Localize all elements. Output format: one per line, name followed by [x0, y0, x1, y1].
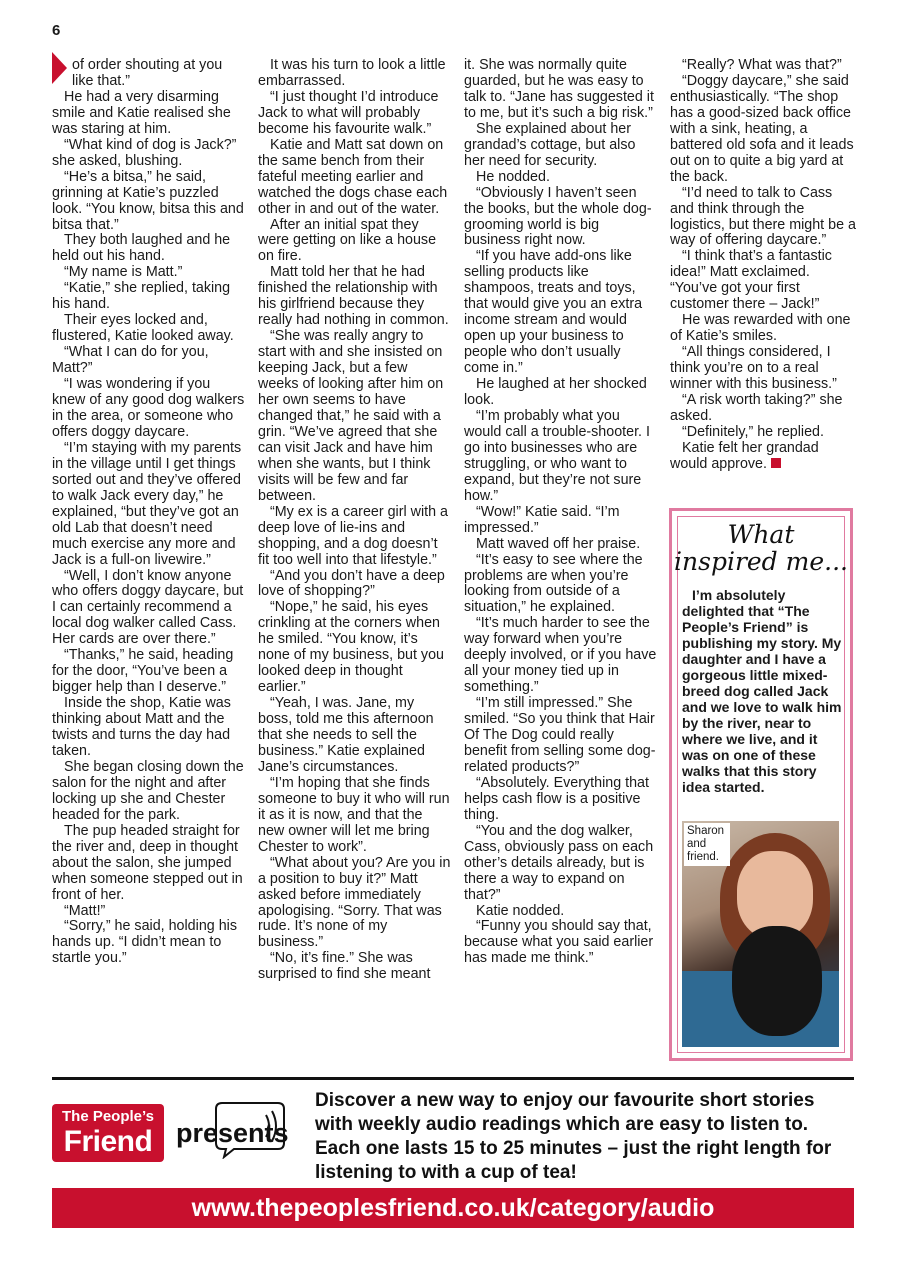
what-inspired-me-box [669, 508, 853, 1061]
box-title-line-1: What [727, 520, 795, 549]
footer-divider [52, 1077, 854, 1080]
paragraph: “He’s a bitsa,” he said, grinning at Katie’s puzzled look. “You know, bitsa this and bitsa that.” [52, 168, 244, 233]
paragraph: “Sorry,” he said, holding his hands up. “I didn’t mean to startle you.” [52, 918, 237, 967]
paragraph: “My name is Matt.” [64, 264, 183, 281]
paragraph: “It’s much harder to see the way forward when you’re deeply involved, or if you have all your money tied up in something.” [464, 615, 657, 696]
paragraph: He was rewarded with one of Katie’s smiles. [670, 312, 851, 345]
paragraph: He laughed at her shocked look. [464, 376, 647, 409]
photo-caption: Sharon and friend. [684, 823, 730, 866]
paragraph: They both laughed and he held out his hand. [52, 232, 231, 265]
paragraph: After an initial spat they were getting on like a house on fire. [258, 216, 437, 265]
paragraph: “All things considered, I think you’re on to a real winner with this business.” [670, 344, 837, 393]
end-of-story-icon [771, 458, 781, 468]
paragraph-last [670, 441, 858, 473]
paragraph: “It’s easy to see where the problems are when you’re looking from outside of a situation,” he explained. [464, 551, 643, 616]
paragraph: “You and the dog walker, Cass, obviously pass on each other’s details already, but is there a way to expand on that?” [464, 822, 654, 903]
box-title [672, 521, 850, 575]
paragraph: It was his turn to look a little embarrassed. [258, 57, 446, 89]
paragraph: “I’m probably what you would call a trouble-shooter. I go into businesses who are struggling, or who want to expand, but they’re not sure how.” [464, 407, 650, 504]
photo-dog [732, 926, 822, 1036]
story-column-4 [670, 58, 858, 473]
paragraph: “I’d need to talk to Cass and think through the logistics, but there might be a way of offering daycare.” [670, 184, 856, 249]
paragraph: “Really? What was that?” [682, 57, 842, 73]
paragraph: “A risk worth taking?” she asked. [670, 392, 843, 424]
audio-promo-text: Discover a new way to enjoy our favourite short stories with weekly audio readings which are easy to listen to. Each one lasts 15 to 25 minutes – just the right length for listening to with a cup of tea! [315, 1090, 832, 1183]
paragraph: “If you have add-ons like selling products like shampoos, treats and toys, that would give you an extra income stream and would open up your business to people who don’t usually come in.” [464, 248, 643, 377]
paragraph: “Obviously I haven’t seen the books, but the whole dog-grooming world is big business right now. [464, 184, 652, 249]
paragraph: “I just thought I’d introduce Jack to what will probably become his favourite walk.” [258, 88, 439, 137]
paragraph: “I’m staying with my parents in the village until I get things sorted out and they’ve offered to walk Jack every day,” he explained, “but they’ve got an old Lab that doesn’t need much exercise any more and Jack is a full-on livewire.” [52, 439, 242, 568]
paragraph: “Funny you should say that, because what you said earlier has made me think.” [464, 918, 654, 967]
paragraph: “I was wondering if you knew of any good dog walkers in the area, or someone who offers doggy daycare. [52, 376, 245, 440]
paragraph: “Yeah, I was. Jane, my boss, told me this afternoon that she needs to sell the business.” Katie explained Jane’s circumstances. [258, 695, 434, 775]
paragraph: The pup headed straight for the river and, deep in thought about the salon, she jumped when someone stepped out in front of her. [52, 822, 243, 903]
paragraph: Katie and Matt sat down on the same bench from their fateful meeting earlier and watched the dogs chase each other in and out of the water. [258, 136, 448, 217]
paragraph: it. She was normally quite guarded, but he was easy to talk to. “Jane has suggested it to me, but it’s such a big risk.” [464, 57, 654, 121]
paragraph: “Doggy daycare,” she said enthusiastically. “The shop has a good-sized back office with a sink, heating, a battered old sofa and it leads out on to quite a big yard at the back. [670, 72, 854, 185]
paragraph: “What kind of dog is Jack?” she asked, blushing. [52, 136, 237, 169]
paragraph: “Wow!” Katie said. “I’m impressed.” [464, 503, 620, 536]
box-text [682, 587, 842, 795]
paragraph: Matt told her that he had finished the relationship with his girlfriend because they really had nothing in common. [258, 264, 449, 329]
paragraph: Their eyes locked and, flustered, Katie looked away. [52, 312, 234, 345]
paragraph: Katie nodded. [476, 902, 565, 919]
paragraph: “Definitely,” he replied. [682, 423, 824, 440]
paragraph: She explained about her grandad’s cottage, but also her need for security. [464, 120, 636, 169]
box-title-line-2: inspired me... [674, 547, 848, 576]
paragraph: “My ex is a career girl with a deep love of lie-ins and shopping, and a dog doesn’t fit too well into that lifestyle.” [258, 503, 448, 568]
story-column-2 [258, 58, 451, 983]
paragraph: of order shouting at you like that.” [72, 57, 223, 89]
paragraph: Matt waved off her praise. [476, 535, 641, 552]
paragraph: “Nope,” he said, his eyes crinkling at the corners when he smiled. “You know, it’s none of my business, but you looked deep in thought earlier.” [258, 599, 444, 696]
logo-line-1: The People’s [62, 1108, 154, 1125]
paragraph: “What about you? Are you in a position to buy it?” Matt asked before immediately apologising. “Sorry. That was rude. It’s none of my business.” [258, 854, 451, 951]
paragraph: “And you don’t have a deep love of shopping?” [258, 567, 445, 600]
presents-label: presents [176, 1118, 289, 1148]
page-number: 6 [52, 22, 61, 39]
paragraph: “Absolutely. Everything that helps cash flow is a positive thing. [464, 774, 649, 823]
paragraph: “I’m still impressed.” She smiled. “So you think that Hair Of The Dog could really benefit from selling some dog-related products?” [464, 695, 656, 775]
author-photo [682, 821, 839, 1047]
story-column-3 [464, 58, 657, 967]
paragraph: “Matt!” [64, 902, 106, 919]
paragraph: “She was really angry to start with and she insisted on keeping Jack, but a few weeks of looking after him on her own seems to have changed that,” he said with a grin. “We’ve agreed that she can visit Jack and have him when she wants, but I think visits will be few and far between. [258, 328, 444, 504]
paragraph: He had a very disarming smile and Katie realised she was staring at him. [52, 88, 231, 137]
paragraph: She began closing down the salon for the night and after locking up she and Chester headed for the park. [52, 758, 244, 823]
paragraph: “Well, I don’t know anyone who offers doggy daycare, but I can certainly recommend a local dog walker called Cass. Her cards are over there.” [52, 567, 244, 648]
paragraph: “Katie,” she replied, taking his hand. [52, 280, 231, 313]
paragraph-last-text: Katie felt her grandad would approve. [670, 439, 819, 472]
paragraph: “Thanks,” he said, heading for the door, “You’ve been a bigger help than I deserve.” [52, 647, 234, 696]
audio-url-link[interactable]: www.thepeoplesfriend.co.uk/category/audio [52, 1188, 854, 1228]
box-text-paragraph: I’m absolutely delighted that “The People’s Friend” is publishing my story. My daughter and I have a gorgeous little mixed-breed dog called Jack and we love to walk him by the river, near to where we live, and it was on one of these walks that this story idea started. [682, 587, 842, 795]
story-column-1 [52, 58, 245, 967]
paragraph: He nodded. [476, 168, 550, 185]
paragraph: “I think that’s a fantastic idea!” Matt exclaimed. “You’ve got your first customer there – Jack!” [670, 248, 832, 313]
logo-line-2: Friend [63, 1125, 153, 1158]
peoples-friend-logo [52, 1104, 164, 1162]
paragraph: “No, it’s fine.” She was surprised to find she meant [258, 950, 431, 983]
paragraph: “What I can do for you, Matt?” [52, 344, 209, 377]
paragraph: Inside the shop, Katie was thinking about Matt and the twists and turns the day had taken. [52, 695, 231, 759]
paragraph: “I’m hoping that she finds someone to buy it who will run it as it is now, and that the new owner will let me bring Chester to work”. [258, 774, 450, 855]
